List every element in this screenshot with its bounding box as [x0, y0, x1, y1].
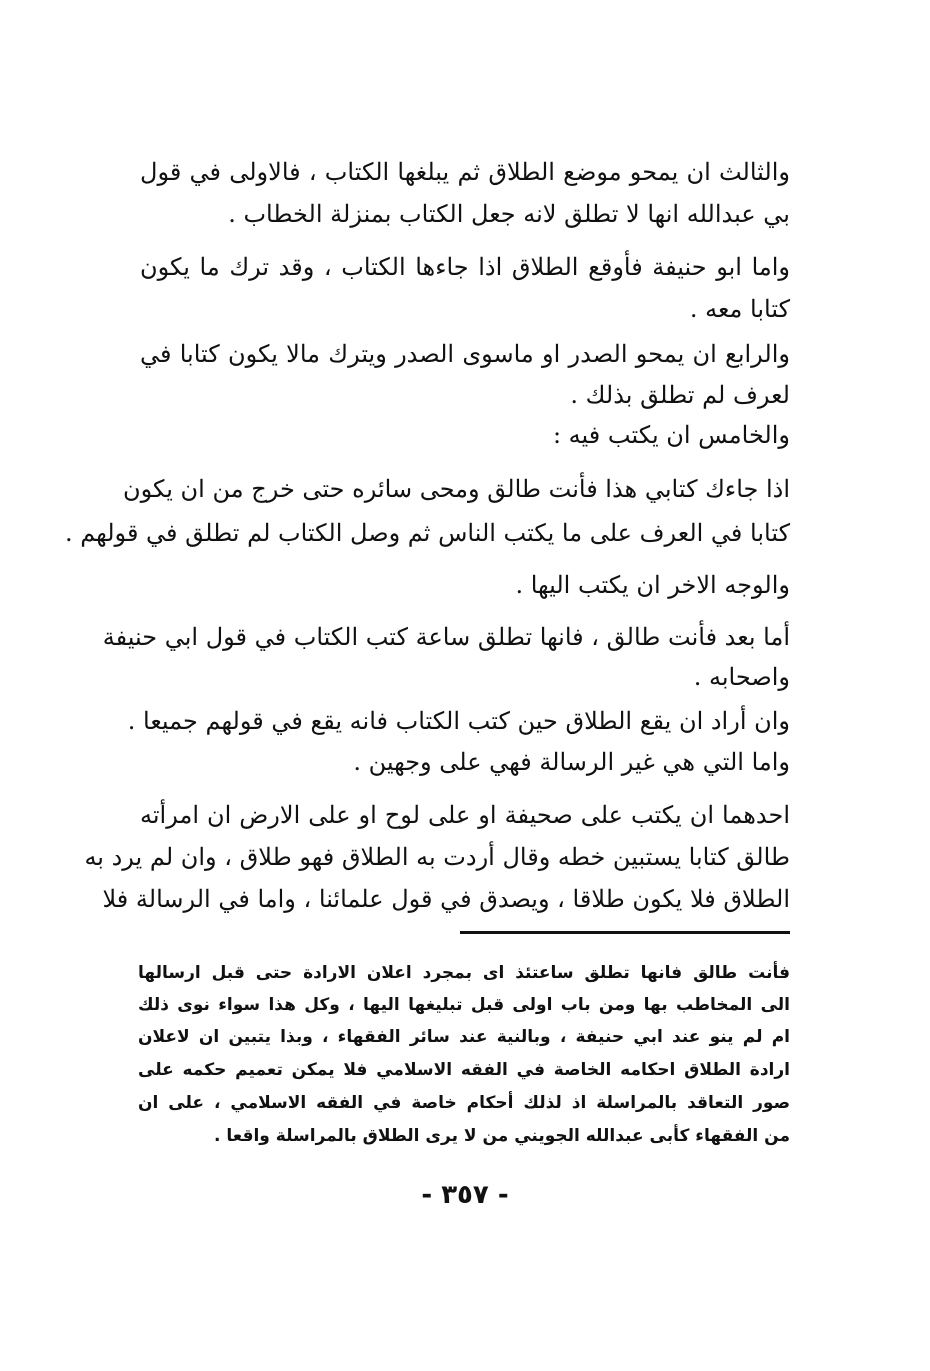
body-line: واصحابه . — [693, 663, 790, 691]
body-line: لعرف لم تطلق بذلك . — [570, 381, 790, 409]
body-line: بي عبدالله انها لا تطلق لانه جعل الكتاب بمنزلة الخطاب . — [228, 200, 790, 228]
body-line: والوجه الاخر ان يكتب اليها . — [515, 571, 790, 599]
body-line: أما بعد فأنت طالق ، فانها تطلق ساعة كتب الكتاب في قول ابي حنيفة — [102, 623, 790, 651]
body-line: طالق كتابا يستبين خطه وقال أردت به الطلاق فهو طلاق ، وان لم يرد به — [84, 843, 790, 871]
body-line: كتابا في العرف على ما يكتب الناس ثم وصل الكتاب لم تطلق في قولهم . — [64, 519, 790, 547]
footnote-divider — [460, 931, 790, 934]
footnote-line: الى المخاطب بها ومن باب اولى قبل تبليغها اليها ، وكل هذا سواء نوى ذلك — [138, 995, 790, 1015]
footnote-line: من الفقهاء كأبى عبدالله الجويني من لا يرى الطلاق بالمراسلة واقعا . — [213, 1126, 790, 1146]
footnote-line: ارادة الطلاق احكامه الخاصة في الفقه الاسلامي فلا يمكن تعميم حكمه على — [138, 1060, 790, 1080]
body-line: والثالث ان يمحو موضع الطلاق ثم يبلغها الكتاب ، فالاولى في قول — [140, 158, 790, 186]
body-line: والخامس ان يكتب فيه : — [552, 421, 790, 449]
page-number: - ٣٥٧ - — [421, 1180, 509, 1210]
footnote-line: ام لم ينو عند ابي حنيفة ، وبالنية عند سائر الفقهاء ، وبذا يتبين ان لاعلان — [138, 1027, 790, 1047]
body-line: واما ابو حنيفة فأوقع الطلاق اذا جاءها الكتاب ، وقد ترك ما يكون — [140, 253, 790, 281]
body-line: الطلاق فلا يكون طلاقا ، ويصدق في قول علمائنا ، واما في الرسالة فلا — [102, 885, 790, 913]
body-line: وان أراد ان يقع الطلاق حين كتب الكتاب فانه يقع في قولهم جميعا . — [127, 707, 790, 735]
body-line: كتابا معه . — [689, 295, 790, 323]
footnote-line: صور التعاقد بالمراسلة اذ لذلك أحكام خاصة في الفقه الاسلامي ، على ان — [138, 1093, 790, 1113]
footnote-line: فأنت طالق فانها تطلق ساعتئذ اى بمجرد اعلان الارادة حتى قبل ارسالها — [138, 963, 790, 983]
body-line: واما التي هي غير الرسالة فهي على وجهين . — [353, 748, 790, 776]
body-line: احدهما ان يكتب على صحيفة او على لوح او على الارض ان امرأته — [140, 801, 790, 829]
body-line: اذا جاءك كتابي هذا فأنت طالق ومحى سائره حتى خرج من ان يكون — [122, 475, 790, 503]
body-line: والرابع ان يمحو الصدر او ماسوى الصدر ويترك مالا يكون كتابا في — [140, 340, 790, 368]
